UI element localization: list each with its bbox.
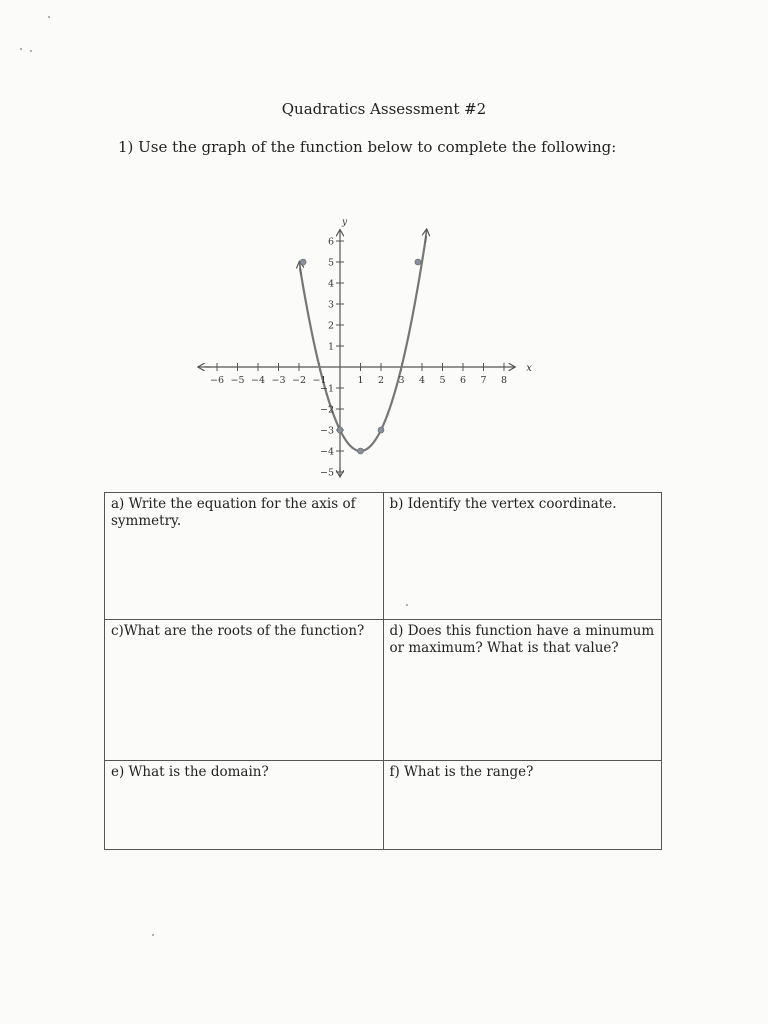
x-tick-label: 4 bbox=[418, 375, 426, 386]
prompt-a: a) Write the equation for the axis of symmetry. bbox=[111, 496, 356, 529]
answer-box-f[interactable] bbox=[383, 761, 662, 850]
answer-box-a[interactable] bbox=[105, 493, 384, 620]
x-tick-label: −2 bbox=[291, 375, 307, 386]
scan-speck bbox=[30, 50, 32, 52]
y-tick-label: −4 bbox=[319, 446, 334, 458]
prompt-e: e) What is the domain? bbox=[111, 764, 269, 780]
answer-table bbox=[104, 492, 662, 850]
y-axis-label: y bbox=[342, 217, 348, 228]
y-tick-label: 3 bbox=[327, 299, 334, 311]
curve-point bbox=[378, 427, 384, 433]
parabola-graph bbox=[195, 212, 540, 484]
curve-point bbox=[358, 448, 364, 454]
prompt-d: d) Does this function have a minumum or maximum? What is that value? bbox=[389, 623, 655, 656]
question-prompt: 1) Use the graph of the function below to complete the following: bbox=[118, 138, 617, 156]
x-tick-label: 1 bbox=[357, 375, 364, 386]
x-tick-label: 3 bbox=[398, 375, 405, 386]
curve-point bbox=[300, 259, 306, 265]
y-tick-label: 4 bbox=[327, 278, 334, 290]
x-tick-label: 8 bbox=[500, 375, 508, 386]
curve-point bbox=[337, 427, 343, 433]
x-tick-label: 2 bbox=[377, 375, 385, 386]
x-tick-label: 7 bbox=[480, 375, 487, 386]
x-tick-label: 6 bbox=[459, 375, 467, 386]
x-tick-label: −3 bbox=[271, 375, 286, 386]
prompt-b: b) Identify the vertex coordinate. bbox=[389, 496, 617, 512]
prompt-f: f) What is the range? bbox=[389, 764, 534, 780]
scan-speck bbox=[20, 48, 22, 50]
y-tick-label: 6 bbox=[327, 236, 334, 248]
x-tick-label: 5 bbox=[439, 375, 446, 386]
y-tick-label: −2 bbox=[319, 404, 334, 416]
y-tick-label: 1 bbox=[327, 341, 334, 353]
curve-point bbox=[415, 259, 421, 265]
answer-box-c[interactable] bbox=[105, 620, 384, 761]
prompt-c: c)What are the roots of the function? bbox=[111, 623, 365, 639]
y-tick-label: 2 bbox=[327, 320, 334, 332]
x-axis-label: x bbox=[526, 363, 532, 374]
answer-box-e[interactable] bbox=[105, 761, 384, 850]
parabola-curve bbox=[300, 236, 426, 451]
x-tick-label: −6 bbox=[209, 375, 225, 386]
y-tick-label: −1 bbox=[319, 383, 334, 395]
answer-box-b[interactable] bbox=[383, 493, 662, 620]
answer-box-d[interactable] bbox=[383, 620, 662, 761]
y-tick-label: −5 bbox=[319, 467, 334, 479]
x-tick-label: −1 bbox=[312, 375, 327, 386]
x-tick-label: −4 bbox=[250, 375, 266, 386]
scan-speck bbox=[152, 934, 154, 936]
y-tick-label: 5 bbox=[327, 257, 334, 269]
page-title: Quadratics Assessment #2 bbox=[281, 100, 487, 118]
y-tick-label: −3 bbox=[319, 425, 334, 437]
x-tick-label: −5 bbox=[230, 375, 245, 386]
scan-speck bbox=[48, 16, 50, 18]
